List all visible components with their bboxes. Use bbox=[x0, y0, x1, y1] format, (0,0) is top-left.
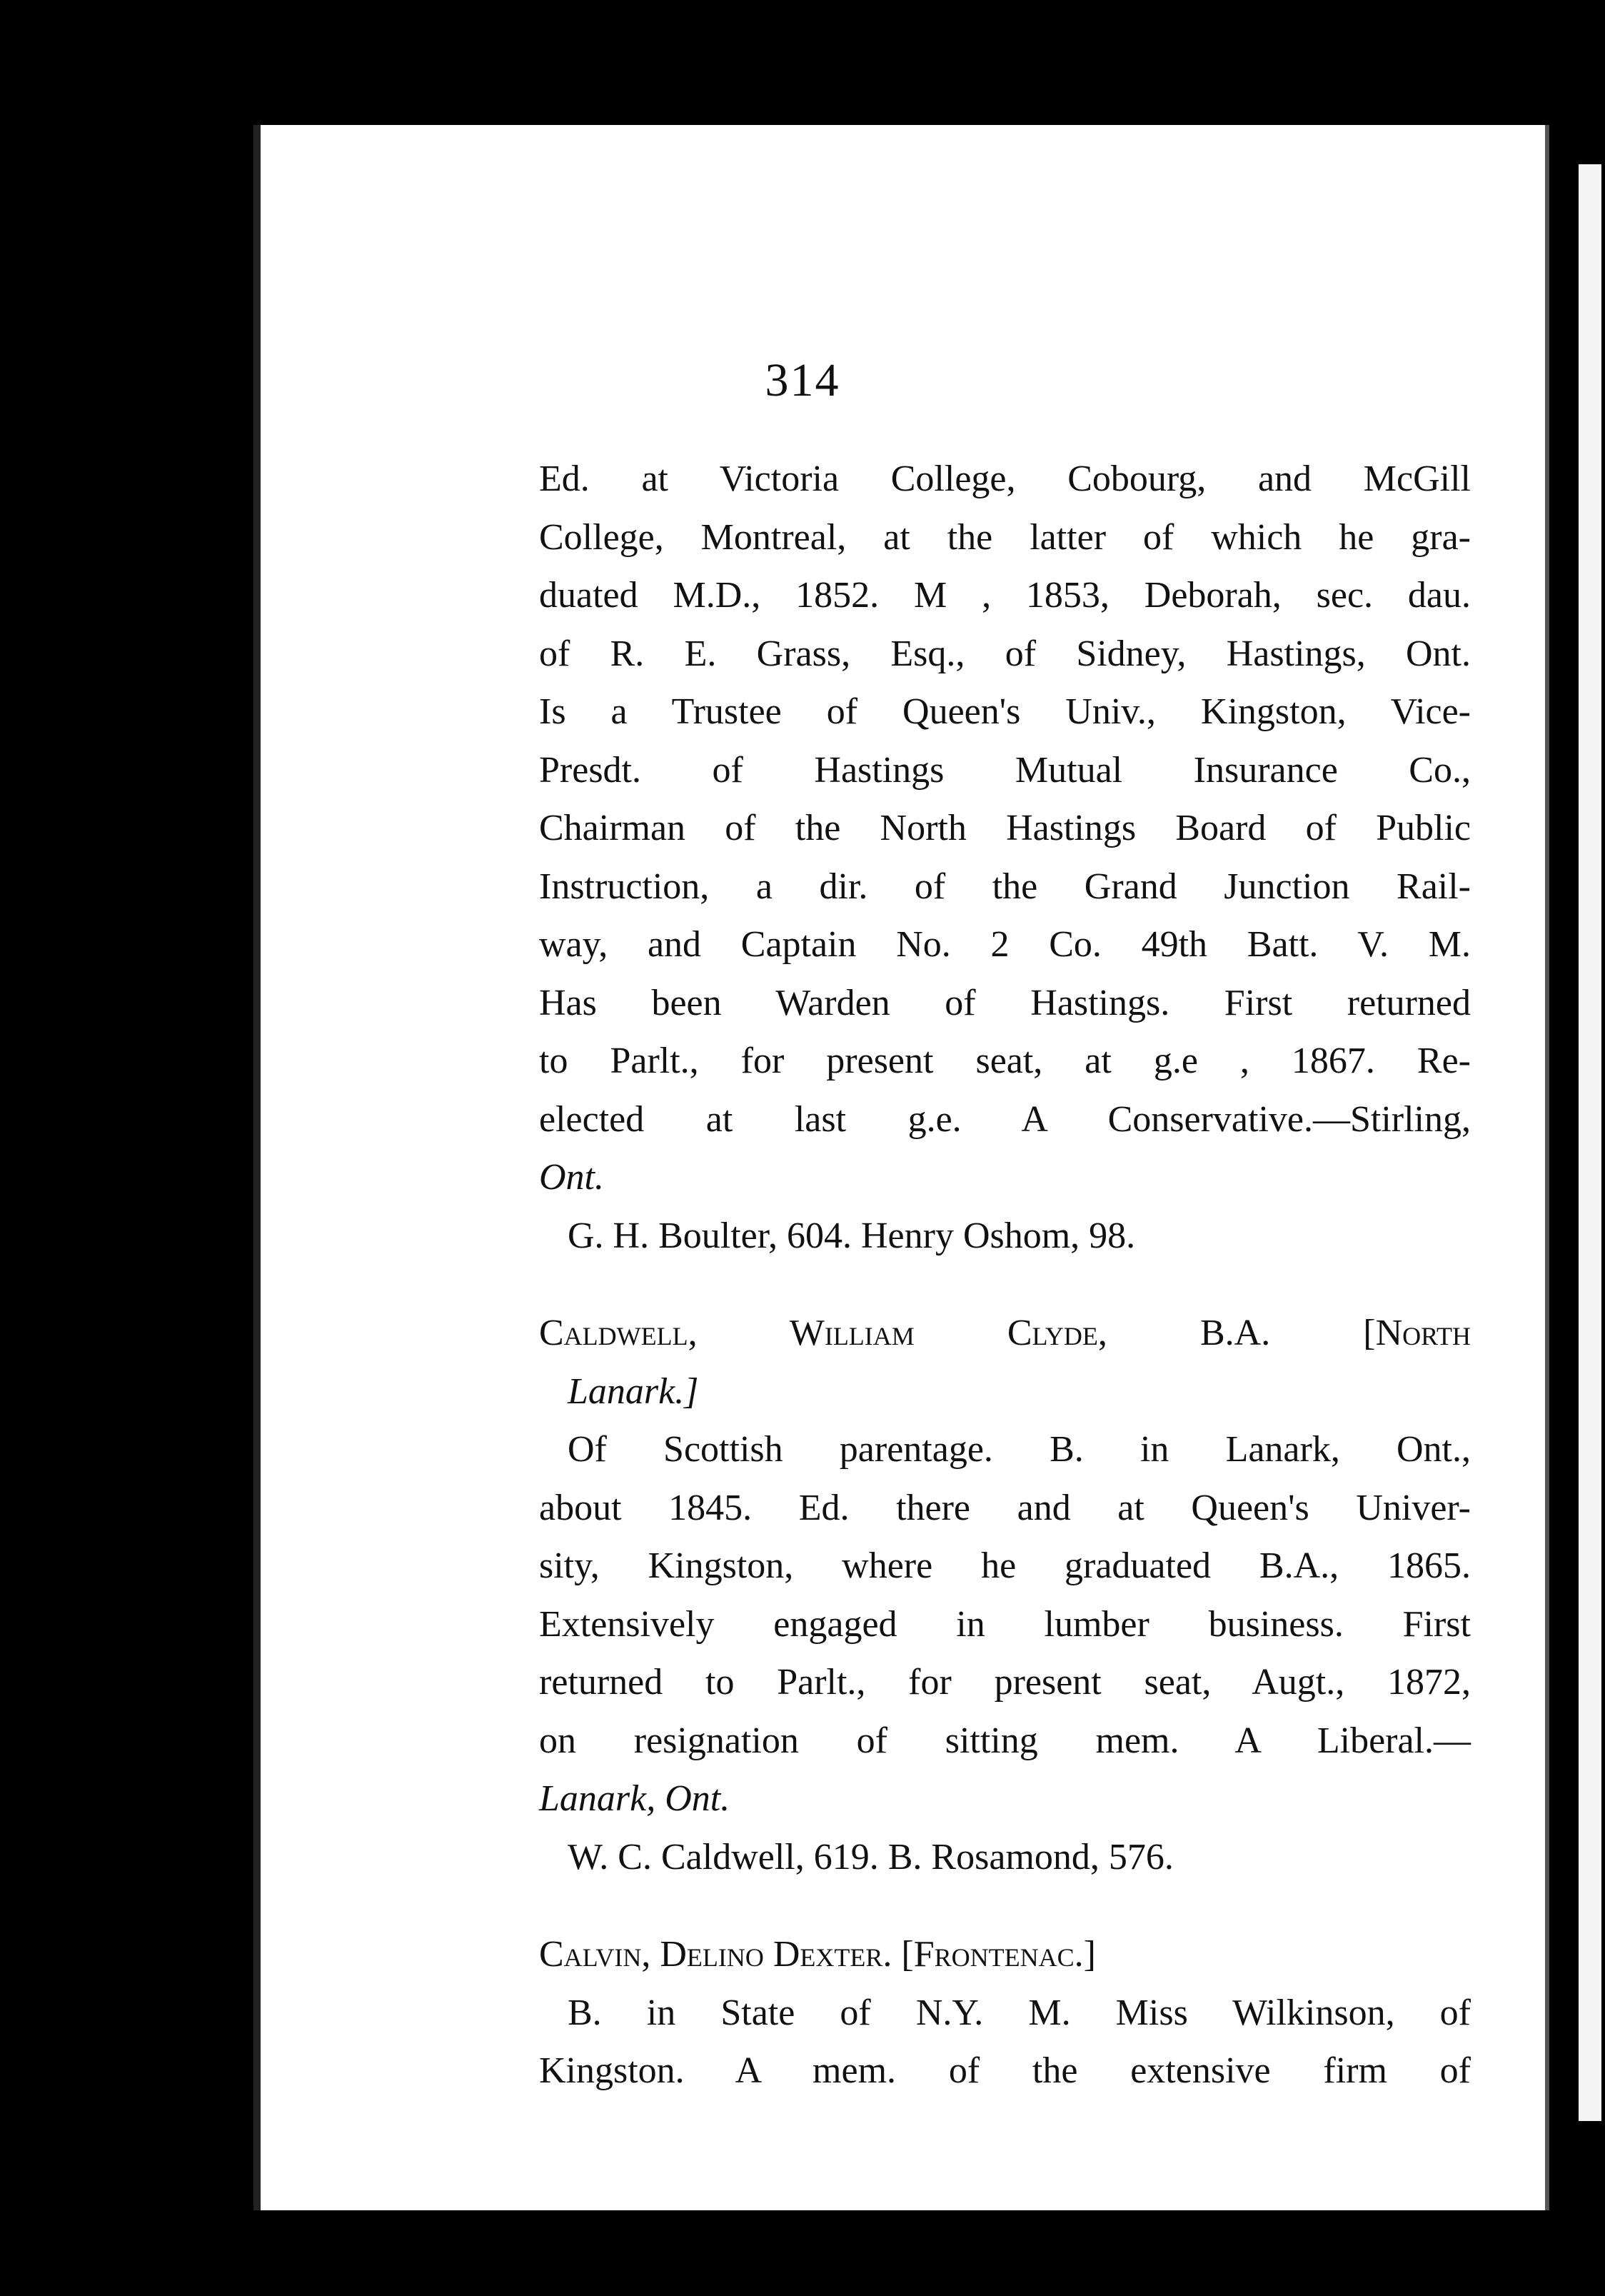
entry-heading-continued: Lanark.] bbox=[568, 1370, 699, 1412]
text-line: Extensively engaged in lumber business. First bbox=[539, 1603, 1471, 1645]
page-number: 314 bbox=[765, 354, 840, 406]
text-line: Of Scottish parentage. B. in Lanark, Ont., bbox=[568, 1429, 1471, 1470]
text-line: Ont. bbox=[539, 1157, 604, 1198]
text-line: Chairman of the North Hastings Board of Public bbox=[539, 808, 1471, 848]
text-line: of R. E. Grass, Esq., of Sidney, Hastings, Ont. bbox=[539, 633, 1471, 674]
text-line: Is a Trustee of Queen's Univ., Kingston, Vice- bbox=[539, 691, 1471, 732]
election-result: W. C. Caldwell, 619. B. Rosamond, 576. bbox=[568, 1836, 1174, 1878]
text-line: way, and Captain No. 2 Co. 49th Batt. V. M. bbox=[539, 924, 1471, 965]
entry-gap bbox=[539, 1265, 1471, 1304]
entry-gap bbox=[539, 1886, 1471, 1925]
text-line: Kingston. A mem. of the extensive firm of bbox=[539, 2050, 1471, 2091]
text-line: sity, Kingston, where he graduated B.A., 1865. bbox=[539, 1545, 1471, 1586]
text-line: duated M.D., 1852. M , 1853, Deborah, sec. dau. bbox=[539, 575, 1471, 616]
text-line: College, Montreal, at the latter of which he gra- bbox=[539, 516, 1471, 558]
page-body bbox=[539, 450, 1471, 2100]
entry-heading: Caldwell, William Clyde, B.A. [North bbox=[539, 1313, 1471, 1353]
text-line: on resignation of sitting mem. A Liberal.— bbox=[539, 1720, 1471, 1761]
text-line: elected at last g.e. A Conservative.—Stirling, bbox=[539, 1098, 1471, 1140]
text-line: returned to Parlt., for present seat, Augt., 1872, bbox=[539, 1662, 1471, 1703]
election-result: G. H. Boulter, 604. Henry Oshom, 98. bbox=[568, 1215, 1136, 1256]
text-line: to Parlt., for present seat, at g.e , 1867. Re- bbox=[539, 1041, 1471, 1081]
entry-heading: Calvin, Delino Dexter. [Frontenac.] bbox=[539, 1934, 1096, 1975]
text-line: about 1845. Ed. there and at Queen's Univer- bbox=[539, 1487, 1471, 1528]
text-line: Ed. at Victoria College, Cobourg, and McGill bbox=[539, 458, 1471, 499]
text-line: Has been Warden of Hastings. First returned bbox=[539, 982, 1471, 1023]
text-line: Instruction, a dir. of the Grand Junction Rail- bbox=[539, 866, 1471, 907]
text-line: Presdt. of Hastings Mutual Insurance Co., bbox=[539, 749, 1471, 791]
text-line: Lanark, Ont. bbox=[539, 1778, 730, 1819]
text-line: B. in State of N.Y. M. Miss Wilkinson, of bbox=[568, 1992, 1471, 2033]
page-edge bbox=[1574, 164, 1601, 2121]
